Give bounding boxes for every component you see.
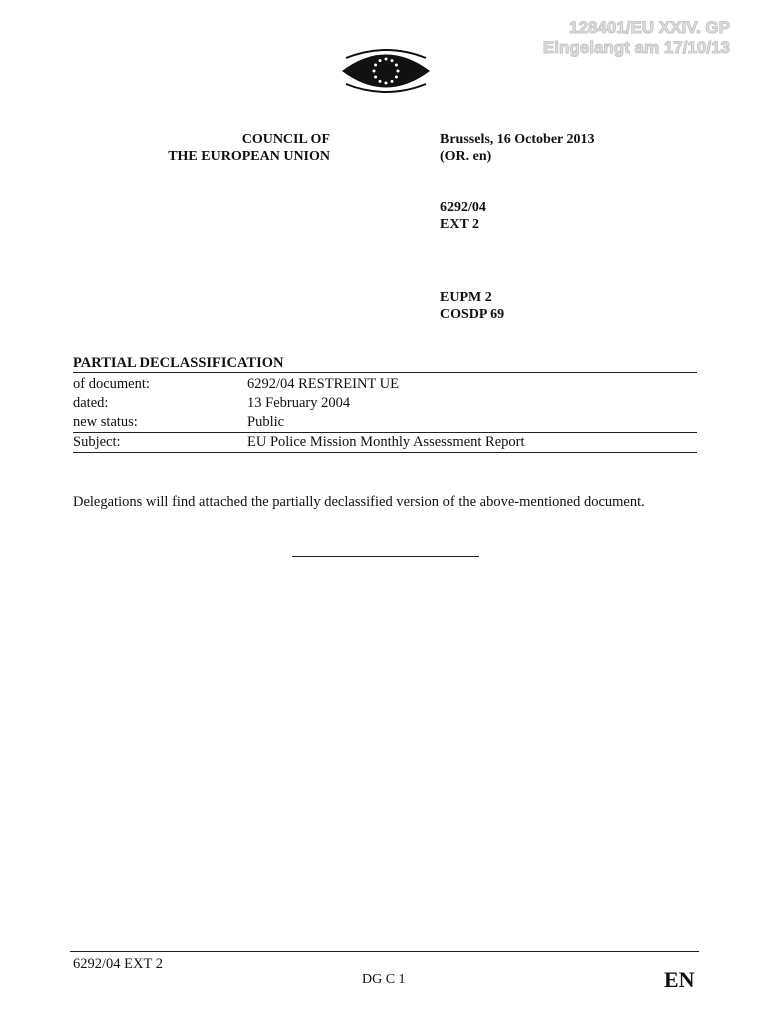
meta-key: dated: — [73, 395, 109, 411]
meta-value: EU Police Mission Monthly Assessment Report — [247, 434, 525, 450]
footer-doc-ref: 6292/04 EXT 2 — [73, 956, 163, 972]
doc-number: 6292/04 — [440, 200, 486, 215]
eu-council-emblem-icon — [338, 44, 434, 98]
meta-row-dated — [73, 394, 697, 413]
doc-extension: EXT 2 — [440, 217, 480, 232]
meta-key: Subject: — [73, 434, 121, 450]
issuer-line-1: COUNCIL OF — [241, 132, 330, 147]
meta-row-document — [73, 375, 697, 394]
meta-value: 13 February 2004 — [247, 395, 351, 411]
issuer-block — [100, 131, 330, 165]
meta-key: of document: — [73, 376, 150, 392]
footer-dg: DG C 1 — [362, 972, 406, 987]
code-cosdp: COSDP 69 — [440, 307, 505, 322]
end-divider — [292, 556, 479, 557]
registration-stamp — [543, 18, 730, 58]
stamp-line-2: Eingelangt am 17/10/13 — [542, 38, 730, 57]
meta-value: Public — [247, 414, 285, 430]
meta-value: 6292/04 RESTREINT UE — [247, 376, 399, 392]
issuer-line-2: THE EUROPEAN UNION — [168, 149, 330, 164]
place-date: Brussels, 16 October 2013 — [440, 132, 595, 147]
stamp-line-1: 128401/EU XXIV. GP — [569, 18, 730, 37]
meta-key: new status: — [73, 414, 138, 430]
metadata-table — [73, 375, 697, 453]
code-eupm: EUPM 2 — [440, 290, 492, 305]
meta-row-subject — [73, 433, 697, 453]
original-language: (OR. en) — [440, 149, 492, 164]
codes-block — [440, 289, 504, 323]
doc-number-block — [440, 199, 486, 233]
section-title: PARTIAL DECLASSIFICATION — [73, 355, 697, 373]
meta-row-status — [73, 413, 697, 433]
body-paragraph: Delegations will find attached the partially declassified version of the above-mentioned document. — [73, 494, 645, 510]
footer-divider — [70, 951, 699, 952]
footer-language: EN — [664, 967, 695, 992]
place-date-block — [440, 131, 595, 165]
